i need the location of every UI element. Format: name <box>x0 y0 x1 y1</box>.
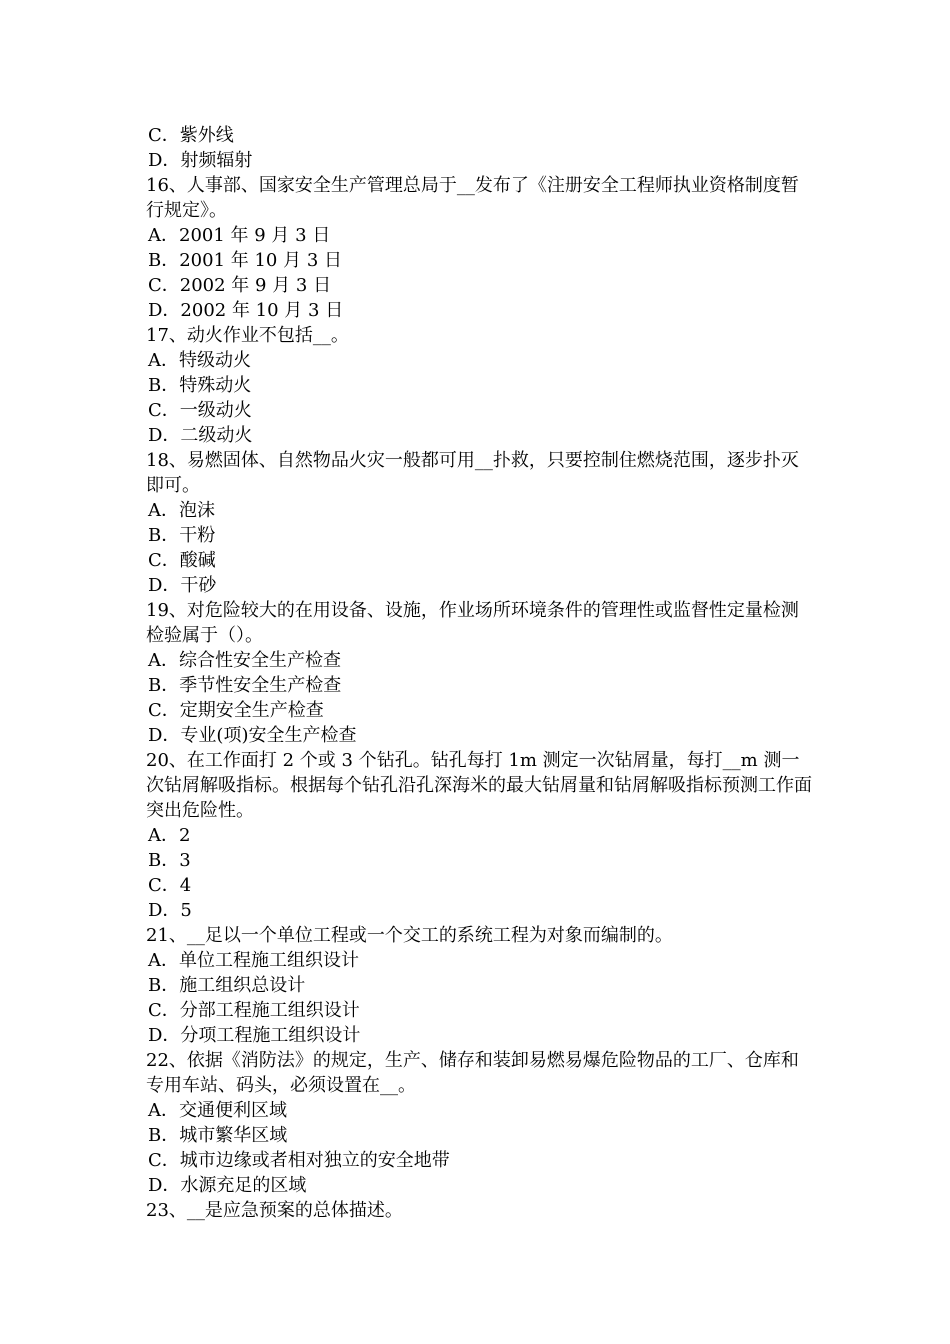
question-line: 20、在工作面打 2 个或 3 个钻孔。钻孔每打 1m 测定一次钻屑量，每打__m 测一次钻屑解吸指标。根据每个钻孔沿孔深海米的最大钻屑量和钻屑解吸指标预测工作面突出危险性。 <box>146 750 812 821</box>
option-line: C．分部工程施工组织设计 <box>148 1000 360 1021</box>
question-line: 22、依据《消防法》的规定，生产、储存和装卸易燃易爆危险物品的工厂、仓库和专用车站、码头，必须设置在__。 <box>146 1050 799 1096</box>
option-line: B．季节性安全生产检查 <box>148 675 342 696</box>
option-line: B．干粉 <box>148 525 216 546</box>
option-line: A．交通便利区域 <box>148 1100 287 1121</box>
option-line: C．定期安全生产检查 <box>148 700 324 721</box>
option-line: A．综合性安全生产检查 <box>148 650 341 671</box>
option-line: C．酸碱 <box>148 550 216 571</box>
option-line: A．2001 年 9 月 3 日 <box>148 225 331 246</box>
option-line: C．一级动火 <box>148 400 252 421</box>
option-line: A．2 <box>148 825 191 846</box>
option-line: C．4 <box>148 875 192 896</box>
option-line: B．2001 年 10 月 3 日 <box>148 250 343 271</box>
question-line: 19、对危险较大的在用设备、设施，作业场所环境条件的管理性或监督性定量检测检验属于（）。 <box>146 600 799 646</box>
document-page <box>146 123 814 1223</box>
option-line: B．特殊动火 <box>148 375 252 396</box>
question-line: 16、人事部、国家安全生产管理总局于__发布了《注册安全工程师执业资格制度暂行规定》。 <box>146 175 799 221</box>
option-line: A．泡沫 <box>148 500 215 521</box>
option-line: D．二级动火 <box>148 425 253 446</box>
option-line: A．单位工程施工组织设计 <box>148 950 359 971</box>
option-line: D．5 <box>148 900 192 921</box>
option-line: D．水源充足的区域 <box>148 1175 307 1196</box>
option-line: D．分项工程施工组织设计 <box>148 1025 361 1046</box>
option-line: D．2002 年 10 月 3 日 <box>148 300 344 321</box>
option-line: D．射频辐射 <box>148 150 253 171</box>
option-line: B．城市繁华区域 <box>148 1125 288 1146</box>
question-line: 18、易燃固体、自然物品火灾一般都可用__扑救，只要控制住燃烧范围，逐步扑灭即可。 <box>146 450 799 496</box>
option-line: B．施工组织总设计 <box>148 975 306 996</box>
question-line: 23、__是应急预案的总体描述。 <box>146 1200 403 1221</box>
option-line: B．3 <box>148 850 191 871</box>
question-line: 21、__足以一个单位工程或一个交工的系统工程为对象而编制的。 <box>146 925 673 946</box>
option-line: C．2002 年 9 月 3 日 <box>148 275 332 296</box>
question-line: 17、动火作业不包括__。 <box>146 325 349 346</box>
option-line: C．城市边缘或者相对独立的安全地带 <box>148 1150 450 1171</box>
option-line: D．干砂 <box>148 575 217 596</box>
option-line: C．紫外线 <box>148 125 234 146</box>
option-line: A．特级动火 <box>148 350 251 371</box>
option-line: D．专业(项)安全生产检查 <box>148 725 357 746</box>
